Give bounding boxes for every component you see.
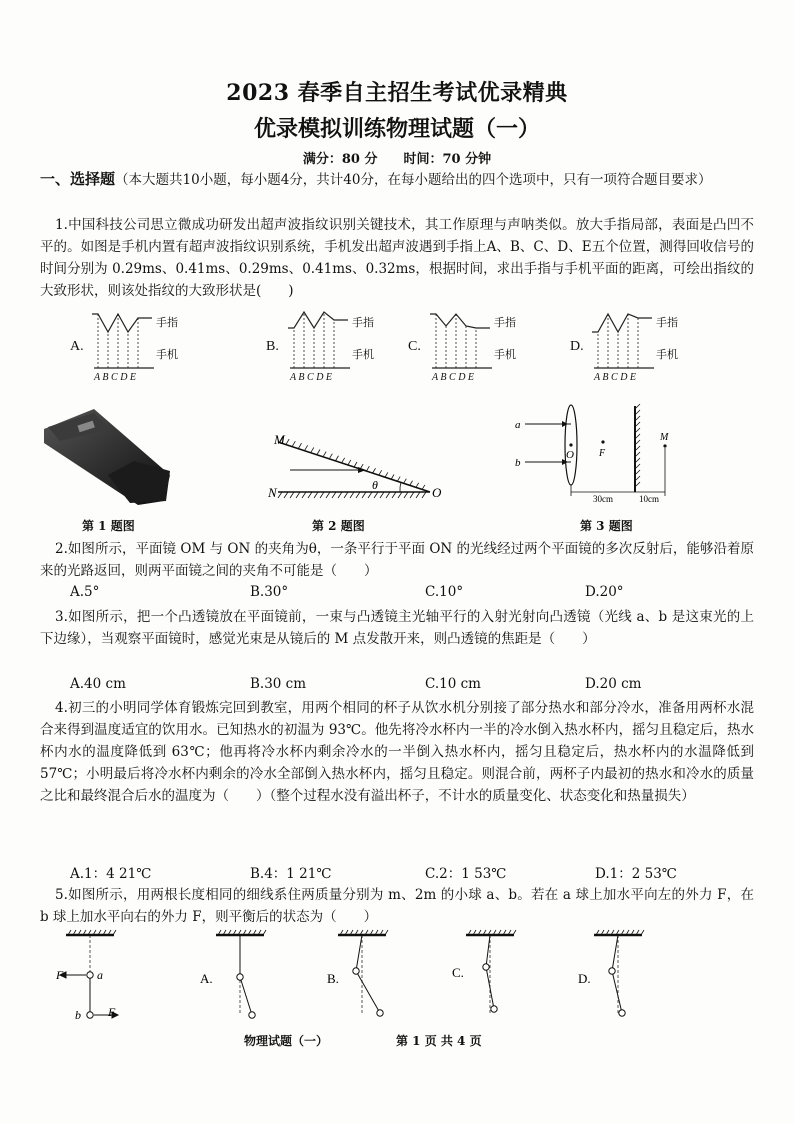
q4-option-d[interactable]: D.1：2 53℃ (595, 866, 677, 882)
q5-option-a-letter[interactable]: A. (200, 971, 213, 986)
caption-fig1: 第 1 题图 (82, 519, 135, 533)
q1-finger-label: 手指 (656, 317, 678, 329)
fig3-label-a: a (515, 419, 521, 431)
q1-phone-label: 手机 (156, 349, 178, 361)
q2-option-c[interactable]: C.10° (425, 584, 464, 600)
fig3-label-f: F (599, 448, 606, 459)
q1-option-figure-b[interactable] (266, 312, 374, 383)
q1-axis-labels: A B C D E (290, 372, 333, 383)
q5-pendulum-figures (40, 925, 760, 1030)
question-3-options (70, 676, 750, 696)
q1-option-figure-a[interactable] (70, 314, 178, 383)
exam-title-line1: 2023 春季自主招生考试优录精典 (226, 80, 568, 106)
fig3-label-10cm: 10cm (639, 494, 659, 504)
fig3-label-m: M (660, 432, 669, 443)
fig3-label-30cm: 30cm (593, 494, 613, 504)
q3-option-b[interactable]: B.30 cm (250, 676, 307, 692)
q1-option-letter-d[interactable]: D. (570, 339, 584, 354)
q1-options-figure (60, 306, 760, 384)
q1-option-letter-c[interactable]: C. (408, 339, 421, 354)
fig2-label-theta: θ (372, 478, 378, 492)
fig2-label-n: N (268, 485, 277, 500)
question-2-text: 2.如图所示，平面镜 OM 与 ON 的夹角为θ，一条平行于平面 ON 的光线经过两个平面镜的多次反射后，能够沿着原来的光路返回，则两平面镜之间的夹角不可能是（ ） (40, 541, 754, 579)
question-4-options (70, 862, 750, 882)
q2-option-d[interactable]: D.20° (585, 584, 624, 600)
fig2-label-m: M (274, 432, 285, 447)
q5-option-b-letter[interactable]: B. (327, 971, 339, 986)
question-1-text: 1.中国科技公司思立微成功研发出超声波指纹识别关键技术，其工作原理与声呐类似。放大手指局部，表面是凸凹不平的。如图是手机内置有超声波指纹识别系统，手机发出超声波遇到手指上A、B、C、D、E五个位置，测得回收信号的时间分别为 0.29ms、0.41ms、0.29ms、0.41ms、0.32ms，根据时间，求出手指与手机平面的距离，可绘出指纹的大致形状，则该处指纹的大致形状是( ) (40, 217, 754, 299)
q5-label-f-right: F (108, 1005, 116, 1019)
caption-fig3: 第 3 题图 (580, 519, 633, 533)
section1-instructions: （本大题共10小题，每小题4分，共计40分，在每小题给出的四个选项中，只有一项符合题目要求） (115, 172, 712, 188)
q1-axis-labels: A B C D E (432, 372, 475, 383)
q5-label-a: a (97, 968, 103, 982)
fig3-label-b: b (515, 457, 521, 469)
footer-page-number: 第 1 页 共 4 页 (396, 1034, 482, 1048)
section1-heading: 一、选择题 (40, 170, 116, 188)
q5-option-c-letter[interactable]: C. (452, 965, 464, 980)
caption-fig2: 第 2 题图 (312, 519, 365, 533)
q4-option-c[interactable]: C.2：1 53℃ (425, 866, 507, 882)
exam-title-line2: 优录模拟训练物理试题（一） (253, 116, 540, 142)
q1-phone-label: 手机 (352, 349, 374, 361)
q1-phone-label: 手机 (656, 349, 678, 361)
q5-label-b: b (75, 1008, 81, 1022)
q1-option-figure-c[interactable] (408, 314, 516, 383)
q2-option-b[interactable]: B.30° (250, 584, 289, 600)
q1-option-letter-a[interactable]: A. (70, 339, 84, 354)
q4-option-a[interactable]: A.1：4 21℃ (70, 866, 152, 882)
q3-option-a[interactable]: A.40 cm (70, 676, 126, 692)
q2-option-a[interactable]: A.5° (70, 584, 100, 600)
question-2-options (70, 584, 750, 604)
q1-axis-labels: A B C D E (94, 372, 137, 383)
q1-option-letter-b[interactable]: B. (266, 339, 279, 354)
q3-option-c[interactable]: C.10 cm (425, 676, 481, 692)
q1-option-figure-d[interactable] (570, 314, 678, 383)
q1-finger-label: 手指 (352, 317, 374, 329)
fig2-label-o: O (432, 485, 442, 500)
q1-finger-label: 手指 (494, 317, 516, 329)
question-5-text: 5.如图所示，用两根长度相同的细线系住两质量分别为 m、2m 的小球 a、b。若在 a 球上加水平向左的外力 F，在 b 球上加水平向右的外力 F，则平衡后的状态为（ ） (40, 887, 754, 925)
q5-option-d-letter[interactable]: D. (578, 971, 591, 986)
fig2-mirrors-diagram (260, 420, 460, 510)
q1-finger-label: 手指 (156, 317, 178, 329)
question-3-text: 3.如图所示，把一个凸透镜放在平面镜前，一束与凸透镜主光轴平行的入射光射向凸透镜（光线 a、b 是这束光的上下边缘），当观察平面镜时，感觉光束是从镜后的 M 点发散开来，则凸透镜的焦距是（ ） (40, 609, 754, 647)
phone-fingerprint-photo (38, 405, 178, 505)
q3-option-d[interactable]: D.20 cm (585, 676, 642, 692)
q5-label-f-left: F (56, 968, 64, 982)
exam-meta: 满分：80 分 时间：70 分钟 (302, 152, 492, 167)
footer-subject: 物理试题（一） (244, 1034, 329, 1048)
q1-axis-labels: A B C D E (594, 372, 637, 383)
q4-option-b[interactable]: B.4：1 21℃ (250, 866, 332, 882)
q1-phone-label: 手机 (494, 349, 516, 361)
section1-block (40, 168, 754, 191)
fig3-lens-mirror-diagram (505, 400, 685, 505)
question-4-text: 4.初三的小明同学体育锻炼完回到教室，用两个相同的杯子从饮水机分别接了部分热水和部分冷水，准备用两杯水混合来得到温度适宜的饮用水。已知热水的初温为 93℃。他先将冷水杯内一半的冷水倒入热水杯内，摇匀且稳定后，热水杯内水的温度降低到 63℃；他再将冷水杯内剩余冷水的一半倒入热水杯内，摇匀且稳定后，热水杯内的水温降低到 57℃；小明最后将冷水杯内剩余的冷水全部倒入热水杯内，摇匀且稳定。则混合前，两杯子内最初的热水和冷水的质量之比和最终混合后水的温度为（ ）（整个过程水没有溢出杯子，不计水的质量变化、状态变化和热量损失） (40, 700, 754, 804)
fig3-label-o: O (566, 449, 574, 461)
